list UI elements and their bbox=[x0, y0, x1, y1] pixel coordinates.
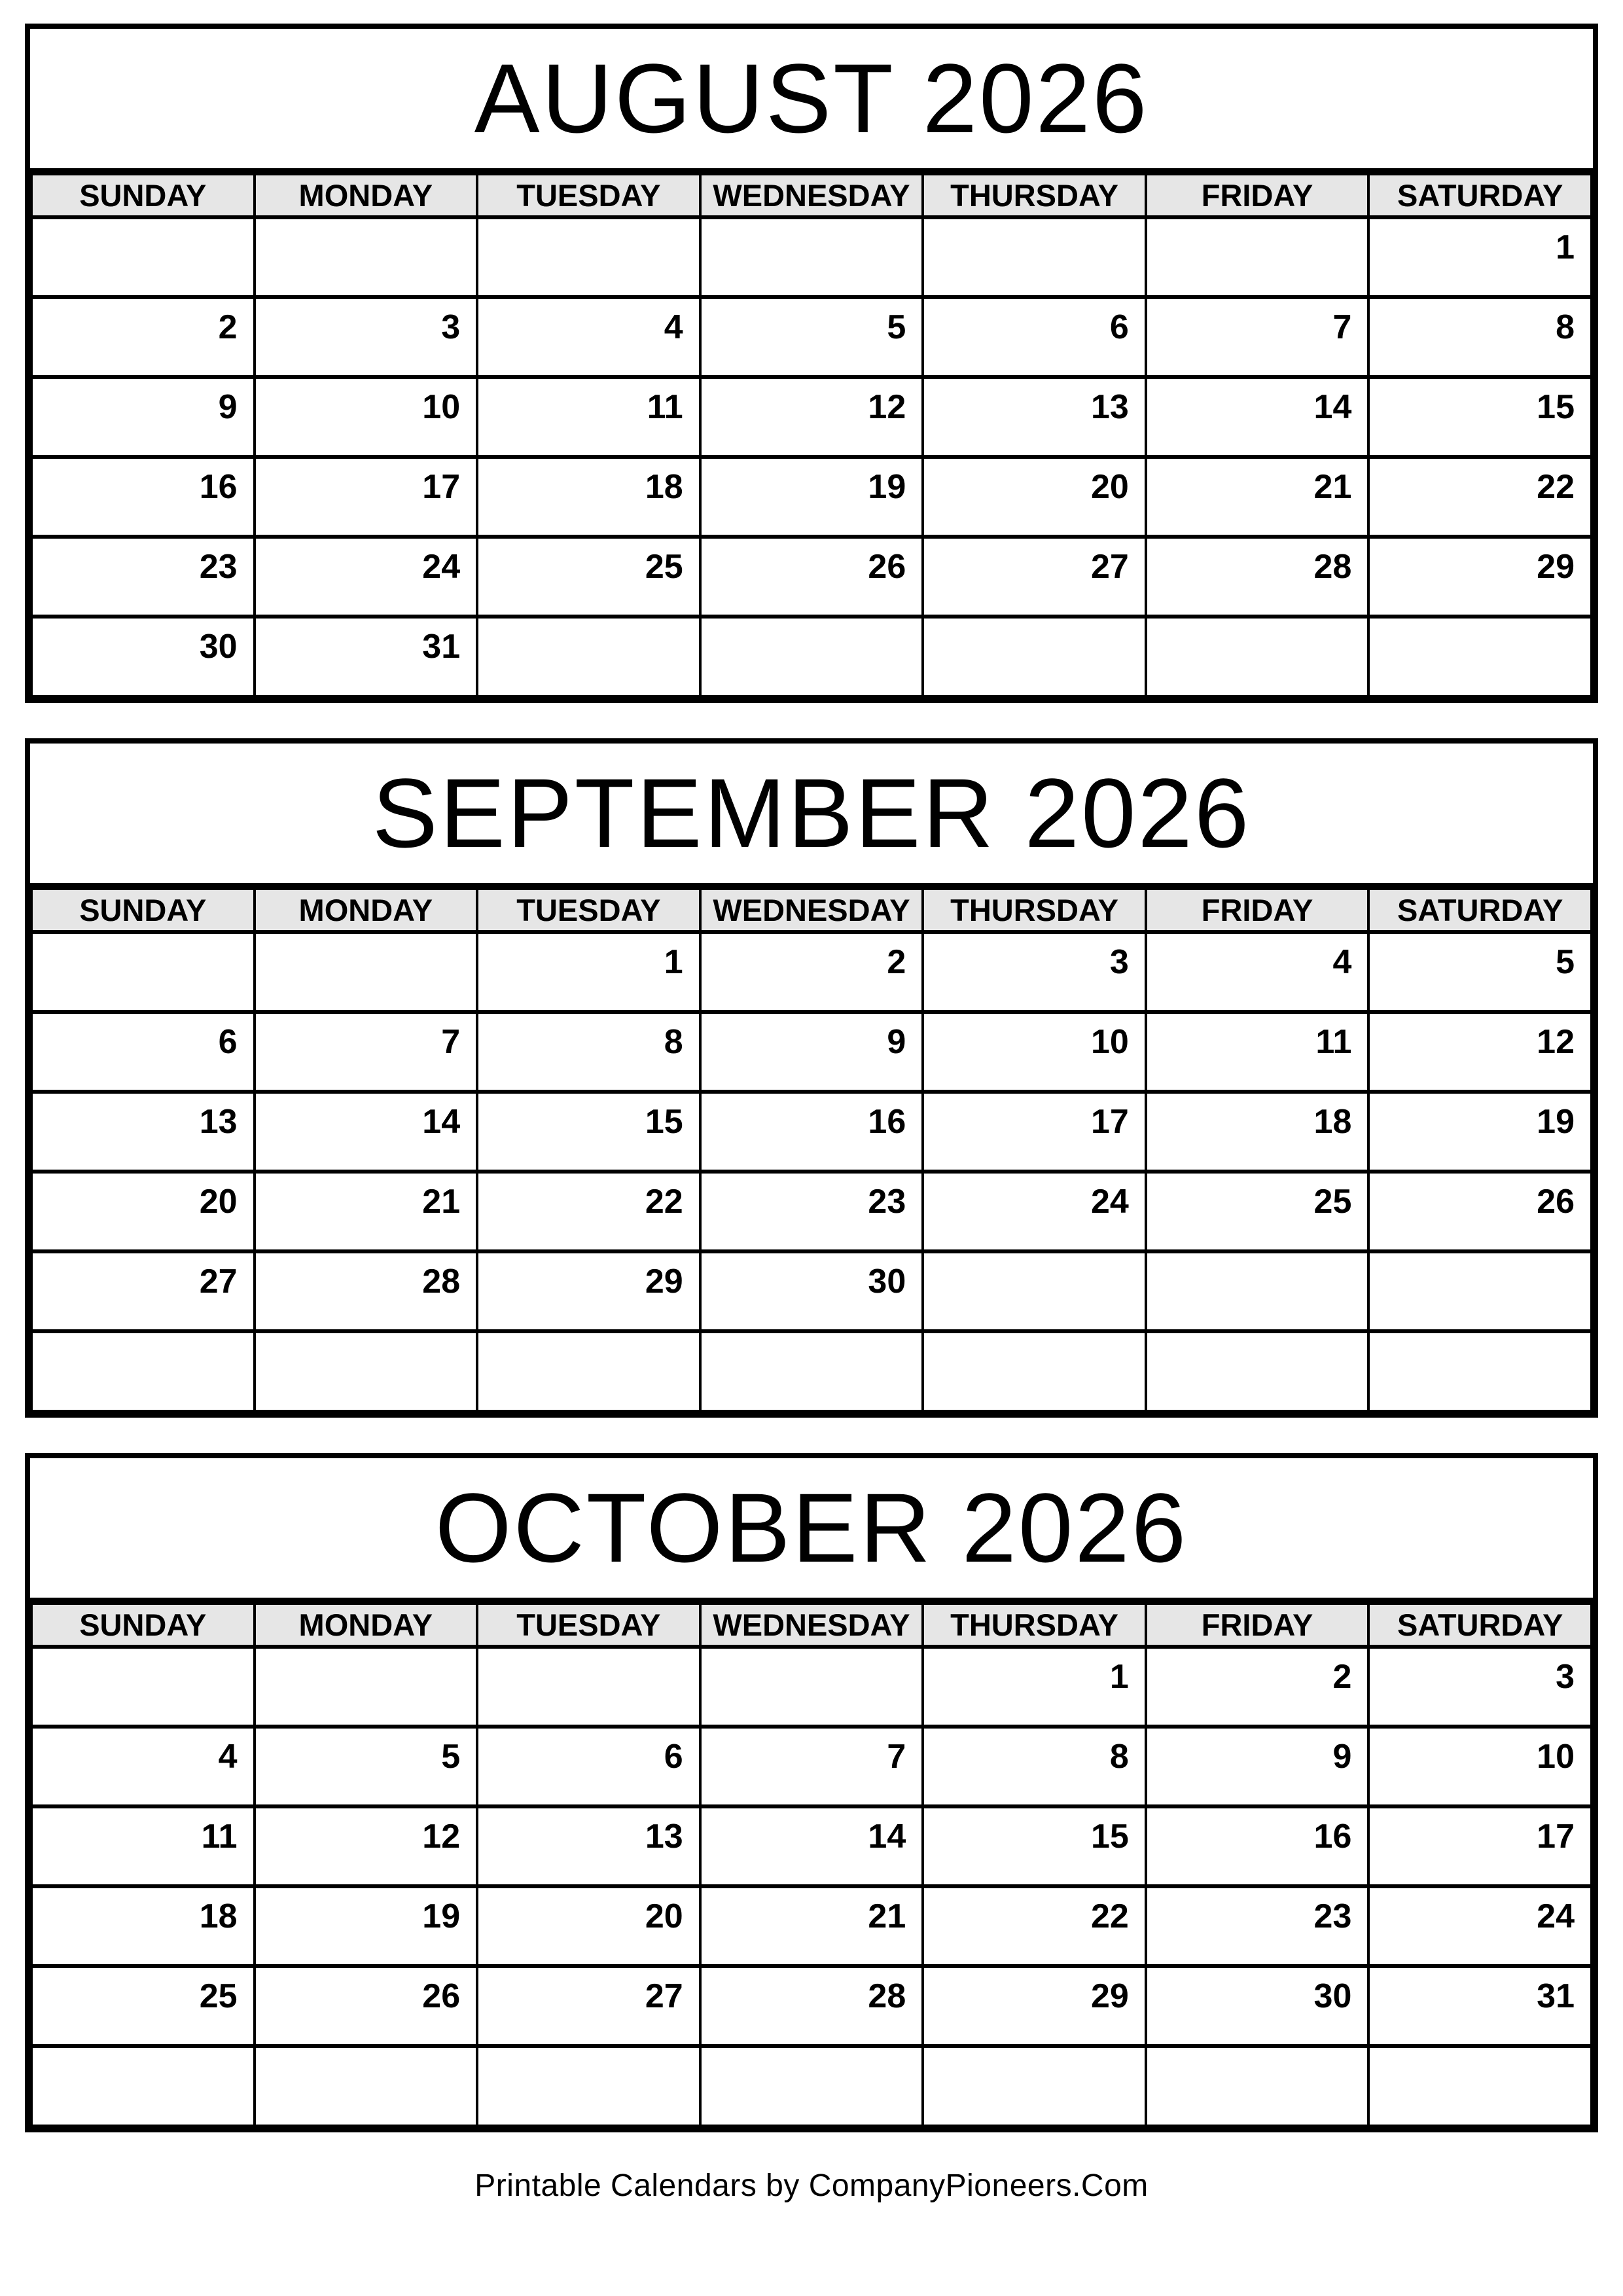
day-cell: 21 bbox=[1146, 457, 1369, 537]
day-cell: 22 bbox=[1368, 457, 1592, 537]
day-cell: 8 bbox=[923, 1727, 1146, 1806]
month-title: SEPTEMBER 2026 bbox=[30, 744, 1593, 888]
weekday-header: TUESDAY bbox=[477, 889, 700, 932]
week-row bbox=[31, 1966, 1592, 2046]
empty-day-cell bbox=[1146, 217, 1369, 297]
week-row bbox=[31, 617, 1592, 696]
weekday-header: WEDNESDAY bbox=[700, 1604, 923, 1647]
day-cell: 4 bbox=[477, 297, 700, 377]
day-cell: 7 bbox=[700, 1727, 923, 1806]
day-cell: 26 bbox=[700, 537, 923, 617]
empty-day-cell bbox=[1368, 1331, 1592, 1411]
week-row bbox=[31, 932, 1592, 1012]
day-cell: 3 bbox=[255, 297, 478, 377]
weekday-header-row bbox=[31, 889, 1592, 932]
week-row bbox=[31, 1331, 1592, 1411]
day-cell: 17 bbox=[255, 457, 478, 537]
day-cell: 16 bbox=[1146, 1806, 1369, 1886]
day-cell: 16 bbox=[700, 1092, 923, 1172]
day-cell: 24 bbox=[1368, 1886, 1592, 1966]
empty-day-cell bbox=[700, 1647, 923, 1727]
day-cell: 1 bbox=[477, 932, 700, 1012]
day-cell: 5 bbox=[1368, 932, 1592, 1012]
day-cell: 21 bbox=[700, 1886, 923, 1966]
day-cell: 13 bbox=[31, 1092, 255, 1172]
day-cell: 6 bbox=[31, 1012, 255, 1092]
footer-credit: Printable Calendars by CompanyPioneers.Com bbox=[474, 2168, 1149, 2203]
empty-day-cell bbox=[923, 217, 1146, 297]
month-title: AUGUST 2026 bbox=[30, 29, 1593, 173]
day-cell: 14 bbox=[255, 1092, 478, 1172]
weekday-row bbox=[31, 174, 1592, 217]
day-cell: 18 bbox=[31, 1886, 255, 1966]
day-cell: 19 bbox=[255, 1886, 478, 1966]
day-cell: 27 bbox=[477, 1966, 700, 2046]
empty-day-cell bbox=[1146, 1251, 1369, 1331]
day-cell: 12 bbox=[700, 377, 923, 457]
empty-day-cell bbox=[255, 1647, 478, 1727]
day-cell: 10 bbox=[923, 1012, 1146, 1092]
weekday-header: FRIDAY bbox=[1146, 1604, 1369, 1647]
empty-day-cell bbox=[31, 217, 255, 297]
day-cell: 15 bbox=[923, 1806, 1146, 1886]
day-cell: 12 bbox=[255, 1806, 478, 1886]
day-cell: 12 bbox=[1368, 1012, 1592, 1092]
day-cell: 25 bbox=[477, 537, 700, 617]
month-calendar bbox=[25, 1453, 1598, 2132]
empty-day-cell bbox=[923, 1251, 1146, 1331]
months-container bbox=[25, 24, 1598, 2132]
weekday-header-row bbox=[31, 1604, 1592, 1647]
day-cell: 3 bbox=[1368, 1647, 1592, 1727]
month-grid bbox=[30, 1602, 1593, 2127]
week-row bbox=[31, 2046, 1592, 2126]
month-grid bbox=[30, 888, 1593, 1412]
day-cell: 10 bbox=[1368, 1727, 1592, 1806]
empty-day-cell bbox=[477, 217, 700, 297]
week-row bbox=[31, 1172, 1592, 1251]
weekday-header: WEDNESDAY bbox=[700, 889, 923, 932]
weekday-header: MONDAY bbox=[255, 174, 478, 217]
day-cell: 6 bbox=[923, 297, 1146, 377]
day-cell: 26 bbox=[255, 1966, 478, 2046]
week-row bbox=[31, 1251, 1592, 1331]
day-cell: 28 bbox=[700, 1966, 923, 2046]
day-cell: 27 bbox=[31, 1251, 255, 1331]
day-cell: 13 bbox=[477, 1806, 700, 1886]
month-grid bbox=[30, 173, 1593, 698]
weekday-header: TUESDAY bbox=[477, 174, 700, 217]
weeks-body bbox=[31, 932, 1592, 1411]
day-cell: 31 bbox=[1368, 1966, 1592, 2046]
empty-day-cell bbox=[1146, 1331, 1369, 1411]
day-cell: 9 bbox=[700, 1012, 923, 1092]
empty-day-cell bbox=[477, 1647, 700, 1727]
empty-day-cell bbox=[1368, 1251, 1592, 1331]
day-cell: 18 bbox=[1146, 1092, 1369, 1172]
weekday-header: MONDAY bbox=[255, 889, 478, 932]
day-cell: 7 bbox=[255, 1012, 478, 1092]
day-cell: 31 bbox=[255, 617, 478, 696]
day-cell: 5 bbox=[700, 297, 923, 377]
empty-day-cell bbox=[1146, 617, 1369, 696]
day-cell: 28 bbox=[1146, 537, 1369, 617]
day-cell: 19 bbox=[1368, 1092, 1592, 1172]
day-cell: 19 bbox=[700, 457, 923, 537]
day-cell: 7 bbox=[1146, 297, 1369, 377]
week-row bbox=[31, 457, 1592, 537]
day-cell: 3 bbox=[923, 932, 1146, 1012]
empty-day-cell bbox=[923, 1331, 1146, 1411]
week-row bbox=[31, 1806, 1592, 1886]
week-row bbox=[31, 377, 1592, 457]
day-cell: 2 bbox=[1146, 1647, 1369, 1727]
day-cell: 17 bbox=[1368, 1806, 1592, 1886]
day-cell: 20 bbox=[477, 1886, 700, 1966]
day-cell: 25 bbox=[1146, 1172, 1369, 1251]
day-cell: 13 bbox=[923, 377, 1146, 457]
weekday-header: SUNDAY bbox=[31, 1604, 255, 1647]
empty-day-cell bbox=[1368, 617, 1592, 696]
day-cell: 29 bbox=[477, 1251, 700, 1331]
day-cell: 26 bbox=[1368, 1172, 1592, 1251]
day-cell: 20 bbox=[923, 457, 1146, 537]
day-cell: 14 bbox=[1146, 377, 1369, 457]
empty-day-cell bbox=[255, 2046, 478, 2126]
empty-day-cell bbox=[477, 2046, 700, 2126]
week-row bbox=[31, 1092, 1592, 1172]
day-cell: 9 bbox=[1146, 1727, 1369, 1806]
empty-day-cell bbox=[255, 217, 478, 297]
day-cell: 4 bbox=[1146, 932, 1369, 1012]
day-cell: 23 bbox=[700, 1172, 923, 1251]
day-cell: 21 bbox=[255, 1172, 478, 1251]
month-calendar bbox=[25, 24, 1598, 703]
day-cell: 2 bbox=[31, 297, 255, 377]
day-cell: 28 bbox=[255, 1251, 478, 1331]
weekday-header: THURSDAY bbox=[923, 889, 1146, 932]
empty-day-cell bbox=[923, 617, 1146, 696]
day-cell: 4 bbox=[31, 1727, 255, 1806]
day-cell: 23 bbox=[1146, 1886, 1369, 1966]
weekday-header: SUNDAY bbox=[31, 174, 255, 217]
empty-day-cell bbox=[923, 2046, 1146, 2126]
day-cell: 25 bbox=[31, 1966, 255, 2046]
day-cell: 8 bbox=[477, 1012, 700, 1092]
week-row bbox=[31, 1647, 1592, 1727]
weekday-header: SATURDAY bbox=[1368, 889, 1592, 932]
empty-day-cell bbox=[700, 1331, 923, 1411]
day-cell: 30 bbox=[700, 1251, 923, 1331]
day-cell: 9 bbox=[31, 377, 255, 457]
empty-day-cell bbox=[1146, 2046, 1369, 2126]
week-row bbox=[31, 1886, 1592, 1966]
day-cell: 10 bbox=[255, 377, 478, 457]
month-title: OCTOBER 2026 bbox=[30, 1458, 1593, 1602]
day-cell: 24 bbox=[255, 537, 478, 617]
week-row bbox=[31, 1012, 1592, 1092]
day-cell: 15 bbox=[477, 1092, 700, 1172]
day-cell: 14 bbox=[700, 1806, 923, 1886]
day-cell: 30 bbox=[1146, 1966, 1369, 2046]
day-cell: 6 bbox=[477, 1727, 700, 1806]
empty-day-cell bbox=[1368, 2046, 1592, 2126]
weekday-header: FRIDAY bbox=[1146, 174, 1369, 217]
weekday-header: FRIDAY bbox=[1146, 889, 1369, 932]
day-cell: 11 bbox=[31, 1806, 255, 1886]
weekday-header: THURSDAY bbox=[923, 1604, 1146, 1647]
week-row bbox=[31, 217, 1592, 297]
weekday-row bbox=[31, 889, 1592, 932]
day-cell: 16 bbox=[31, 457, 255, 537]
empty-day-cell bbox=[700, 617, 923, 696]
day-cell: 20 bbox=[31, 1172, 255, 1251]
day-cell: 1 bbox=[923, 1647, 1146, 1727]
empty-day-cell bbox=[255, 932, 478, 1012]
day-cell: 11 bbox=[477, 377, 700, 457]
day-cell: 1 bbox=[1368, 217, 1592, 297]
week-row bbox=[31, 537, 1592, 617]
empty-day-cell bbox=[255, 1331, 478, 1411]
empty-day-cell bbox=[31, 932, 255, 1012]
empty-day-cell bbox=[477, 1331, 700, 1411]
empty-day-cell bbox=[31, 1331, 255, 1411]
weekday-header: THURSDAY bbox=[923, 174, 1146, 217]
month-calendar bbox=[25, 738, 1598, 1418]
day-cell: 17 bbox=[923, 1092, 1146, 1172]
day-cell: 23 bbox=[31, 537, 255, 617]
day-cell: 30 bbox=[31, 617, 255, 696]
week-row bbox=[31, 297, 1592, 377]
weekday-header: MONDAY bbox=[255, 1604, 478, 1647]
day-cell: 29 bbox=[923, 1966, 1146, 2046]
empty-day-cell bbox=[477, 617, 700, 696]
weekday-header-row bbox=[31, 174, 1592, 217]
day-cell: 11 bbox=[1146, 1012, 1369, 1092]
empty-day-cell bbox=[31, 2046, 255, 2126]
weekday-header: SATURDAY bbox=[1368, 1604, 1592, 1647]
weeks-body bbox=[31, 217, 1592, 696]
weekday-row bbox=[31, 1604, 1592, 1647]
day-cell: 15 bbox=[1368, 377, 1592, 457]
empty-day-cell bbox=[700, 2046, 923, 2126]
day-cell: 22 bbox=[477, 1172, 700, 1251]
day-cell: 24 bbox=[923, 1172, 1146, 1251]
day-cell: 22 bbox=[923, 1886, 1146, 1966]
day-cell: 27 bbox=[923, 537, 1146, 617]
weekday-header: SATURDAY bbox=[1368, 174, 1592, 217]
day-cell: 29 bbox=[1368, 537, 1592, 617]
weekday-header: WEDNESDAY bbox=[700, 174, 923, 217]
day-cell: 18 bbox=[477, 457, 700, 537]
weekday-header: SUNDAY bbox=[31, 889, 255, 932]
weekday-header: TUESDAY bbox=[477, 1604, 700, 1647]
day-cell: 2 bbox=[700, 932, 923, 1012]
day-cell: 5 bbox=[255, 1727, 478, 1806]
weeks-body bbox=[31, 1647, 1592, 2126]
empty-day-cell bbox=[700, 217, 923, 297]
empty-day-cell bbox=[31, 1647, 255, 1727]
week-row bbox=[31, 1727, 1592, 1806]
day-cell: 8 bbox=[1368, 297, 1592, 377]
